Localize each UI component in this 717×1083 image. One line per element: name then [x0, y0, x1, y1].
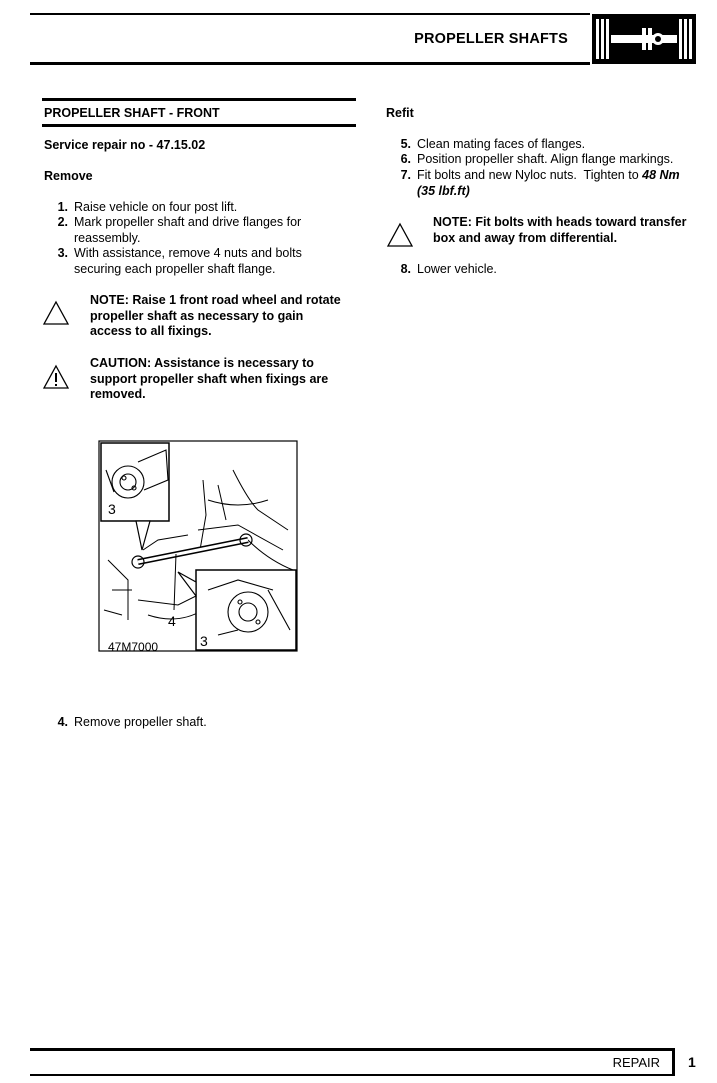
step-2 [44, 215, 354, 247]
footer-divider [672, 1048, 675, 1076]
step-number: 8. [400, 262, 411, 276]
step-text: Mark propeller shaft and drive flanges for [74, 215, 302, 229]
step-5 [387, 137, 707, 153]
caution-line: support propeller shaft when fixings are [90, 371, 329, 386]
step-text-continued: reassembly. [74, 230, 141, 245]
refit-note [433, 215, 708, 246]
step-number: 3. [57, 246, 68, 260]
step-number: 6. [400, 152, 411, 166]
step-1 [44, 200, 354, 216]
step-4 [44, 715, 354, 731]
header-bottom-rule [30, 62, 590, 65]
figure-callout-4: 4 [168, 613, 176, 629]
step-text: Lower vehicle. [417, 262, 497, 276]
step-text: Position propeller shaft. Align flange markings. [417, 152, 674, 166]
remove-note [90, 293, 356, 340]
remove-caution [90, 356, 356, 403]
step-text: Raise vehicle on four post lift. [74, 200, 238, 214]
remove-heading: Remove [44, 169, 93, 183]
propeller-shaft-icon [592, 14, 696, 64]
step-7 [387, 168, 707, 200]
step-number: 2. [57, 215, 68, 229]
note-line: access to all fixings. [90, 324, 212, 338]
step-text: With assistance, remove 4 nuts and bolts [74, 246, 302, 260]
service-repair-number: Service repair no - 47.15.02 [44, 138, 206, 152]
note-line: NOTE: Fit bolts with heads toward transfer [433, 215, 687, 229]
propeller-shaft-illustration [98, 440, 298, 652]
step-3 [44, 246, 354, 278]
step-6 [387, 152, 707, 168]
figure-code: 47M7000 [108, 640, 159, 654]
page-title: PROPELLER SHAFTS [414, 31, 568, 47]
step-text-main: Fit bolts and new Nyloc nuts. Tighten to [417, 168, 643, 182]
footer-bottom-rule [30, 1074, 674, 1076]
note-line: NOTE: Raise 1 front road wheel and rotate [90, 293, 341, 307]
step-8 [387, 262, 707, 278]
step-text: Remove propeller shaft. [74, 715, 207, 729]
figure-callout-3: 3 [108, 501, 116, 517]
torque-value-nm: 48 Nm [642, 168, 680, 182]
figure-callout-3: 3 [200, 633, 208, 649]
note-triangle-icon [42, 300, 70, 326]
step-text [417, 168, 680, 184]
page-number: 1 [688, 1054, 696, 1070]
section-title: PROPELLER SHAFT - FRONT [44, 106, 220, 120]
footer-top-rule [30, 1048, 674, 1051]
caution-line: CAUTION: Assistance is necessary to [90, 356, 314, 370]
note-line: propeller shaft as necessary to gain [90, 308, 304, 323]
caution-line: removed. [90, 387, 146, 401]
section-bottom-rule [42, 124, 356, 127]
step-number: 5. [400, 137, 411, 151]
step-text-continued: securing each propeller shaft flange. [74, 261, 276, 276]
footer-section-label: REPAIR [612, 1055, 660, 1070]
torque-value-lbft: (35 lbf.ft) [417, 183, 470, 198]
step-text: Clean mating faces of flanges. [417, 137, 586, 151]
section-top-rule [42, 98, 356, 101]
header-top-rule [30, 13, 590, 15]
caution-triangle-icon [42, 364, 70, 390]
refit-heading: Refit [386, 106, 414, 120]
note-triangle-icon [386, 222, 414, 248]
note-line: box and away from differential. [433, 230, 618, 245]
step-number: 1. [57, 200, 68, 214]
step-number: 7. [400, 168, 411, 182]
step-number: 4. [57, 715, 68, 729]
